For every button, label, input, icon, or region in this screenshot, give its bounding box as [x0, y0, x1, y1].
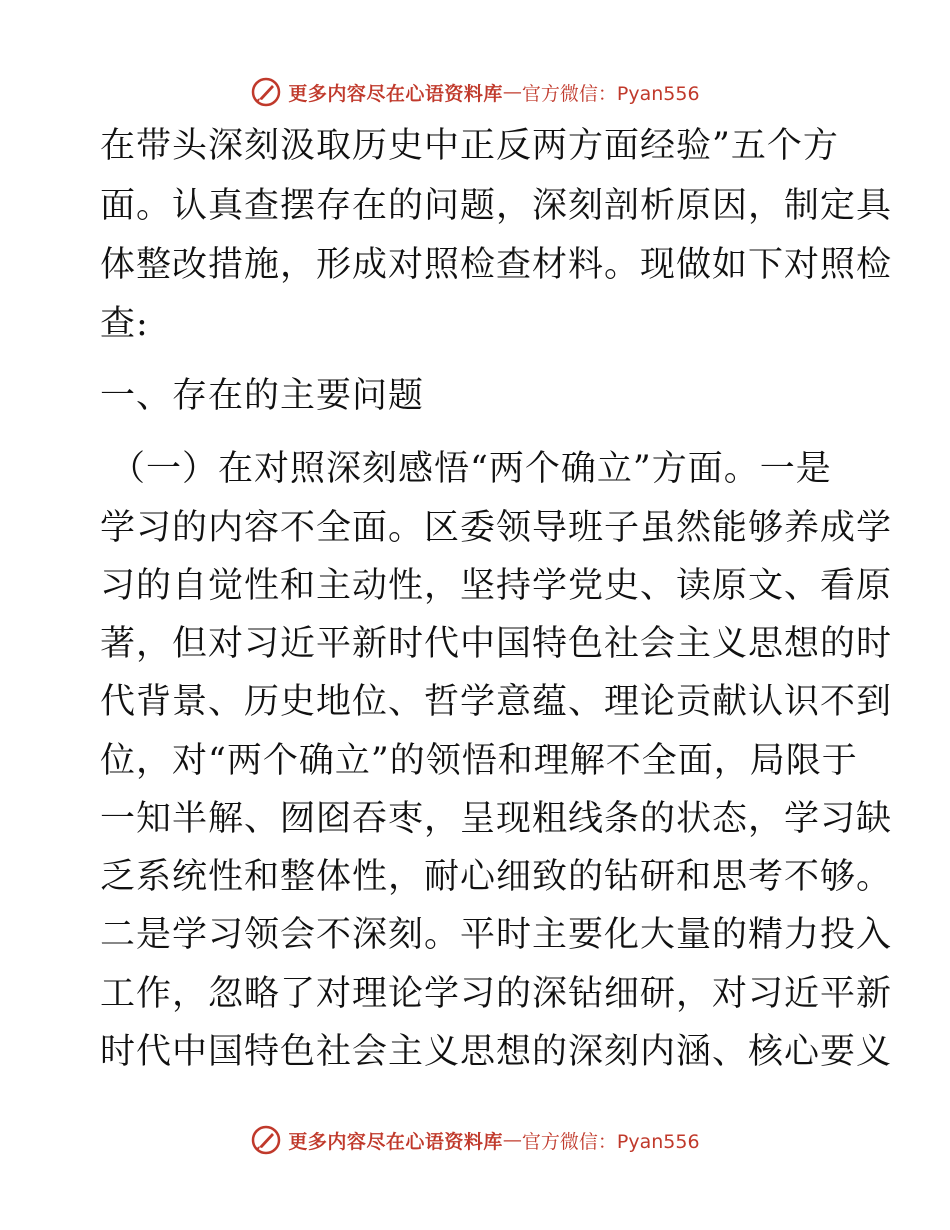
text-line: 查:	[100, 304, 149, 344]
text-line: 体整改措施，形成对照检查材料。现做如下对照检	[100, 245, 893, 285]
watermark-text: 更多内容尽在心语资料库	[288, 1130, 503, 1153]
watermark-banner-top	[0, 72, 950, 112]
feather-pen-logo-icon	[250, 1124, 282, 1156]
subsection-heading: （一）在对照深刻感悟“两个确立”方面。一是	[110, 449, 832, 489]
text-line: 代背景、历史地位、哲学意蕴、理论贡献认识不到	[100, 682, 893, 722]
text-line: 学习的内容不全面。区委领导班子虽然能够养成学	[100, 508, 893, 548]
text-line: 习的自觉性和主动性，坚持学党史、读原文、看原	[100, 566, 893, 606]
watermark-banner-bottom	[0, 1120, 950, 1160]
watermark-separator: —	[502, 81, 522, 103]
text-line: 著，但对习近平新时代中国特色社会主义思想的时	[100, 624, 893, 664]
text-line: 位，对“两个确立”的领悟和理解不全面，局限于	[100, 741, 858, 781]
watermark-wechat: 官方微信：Pyan556	[521, 82, 700, 105]
feather-pen-logo-icon	[250, 76, 282, 108]
text-line: 一知半解、囫囵吞枣，呈现粗线条的状态，学习缺	[100, 799, 893, 839]
text-line: 二是学习领会不深刻。平时主要化大量的精力投入	[100, 915, 893, 955]
watermark-separator: —	[502, 1129, 522, 1151]
section-heading: 一、存在的主要问题	[100, 376, 425, 416]
text-line: 乏系统性和整体性，耐心细致的钻研和思考不够。	[100, 857, 893, 897]
text-line: 工作，忽略了对理论学习的深钻细研，对习近平新	[100, 974, 893, 1014]
text-line: 面。认真查摆存在的问题，深刻剖析原因，制定具	[100, 186, 893, 226]
watermark-wechat: 官方微信：Pyan556	[521, 1130, 700, 1153]
text-line: 时代中国特色社会主义思想的深刻内涵、核心要义	[100, 1032, 893, 1072]
text-line: 在带头深刻汲取历史中正反两方面经验”五个方	[100, 126, 839, 166]
watermark-text: 更多内容尽在心语资料库	[288, 82, 503, 105]
